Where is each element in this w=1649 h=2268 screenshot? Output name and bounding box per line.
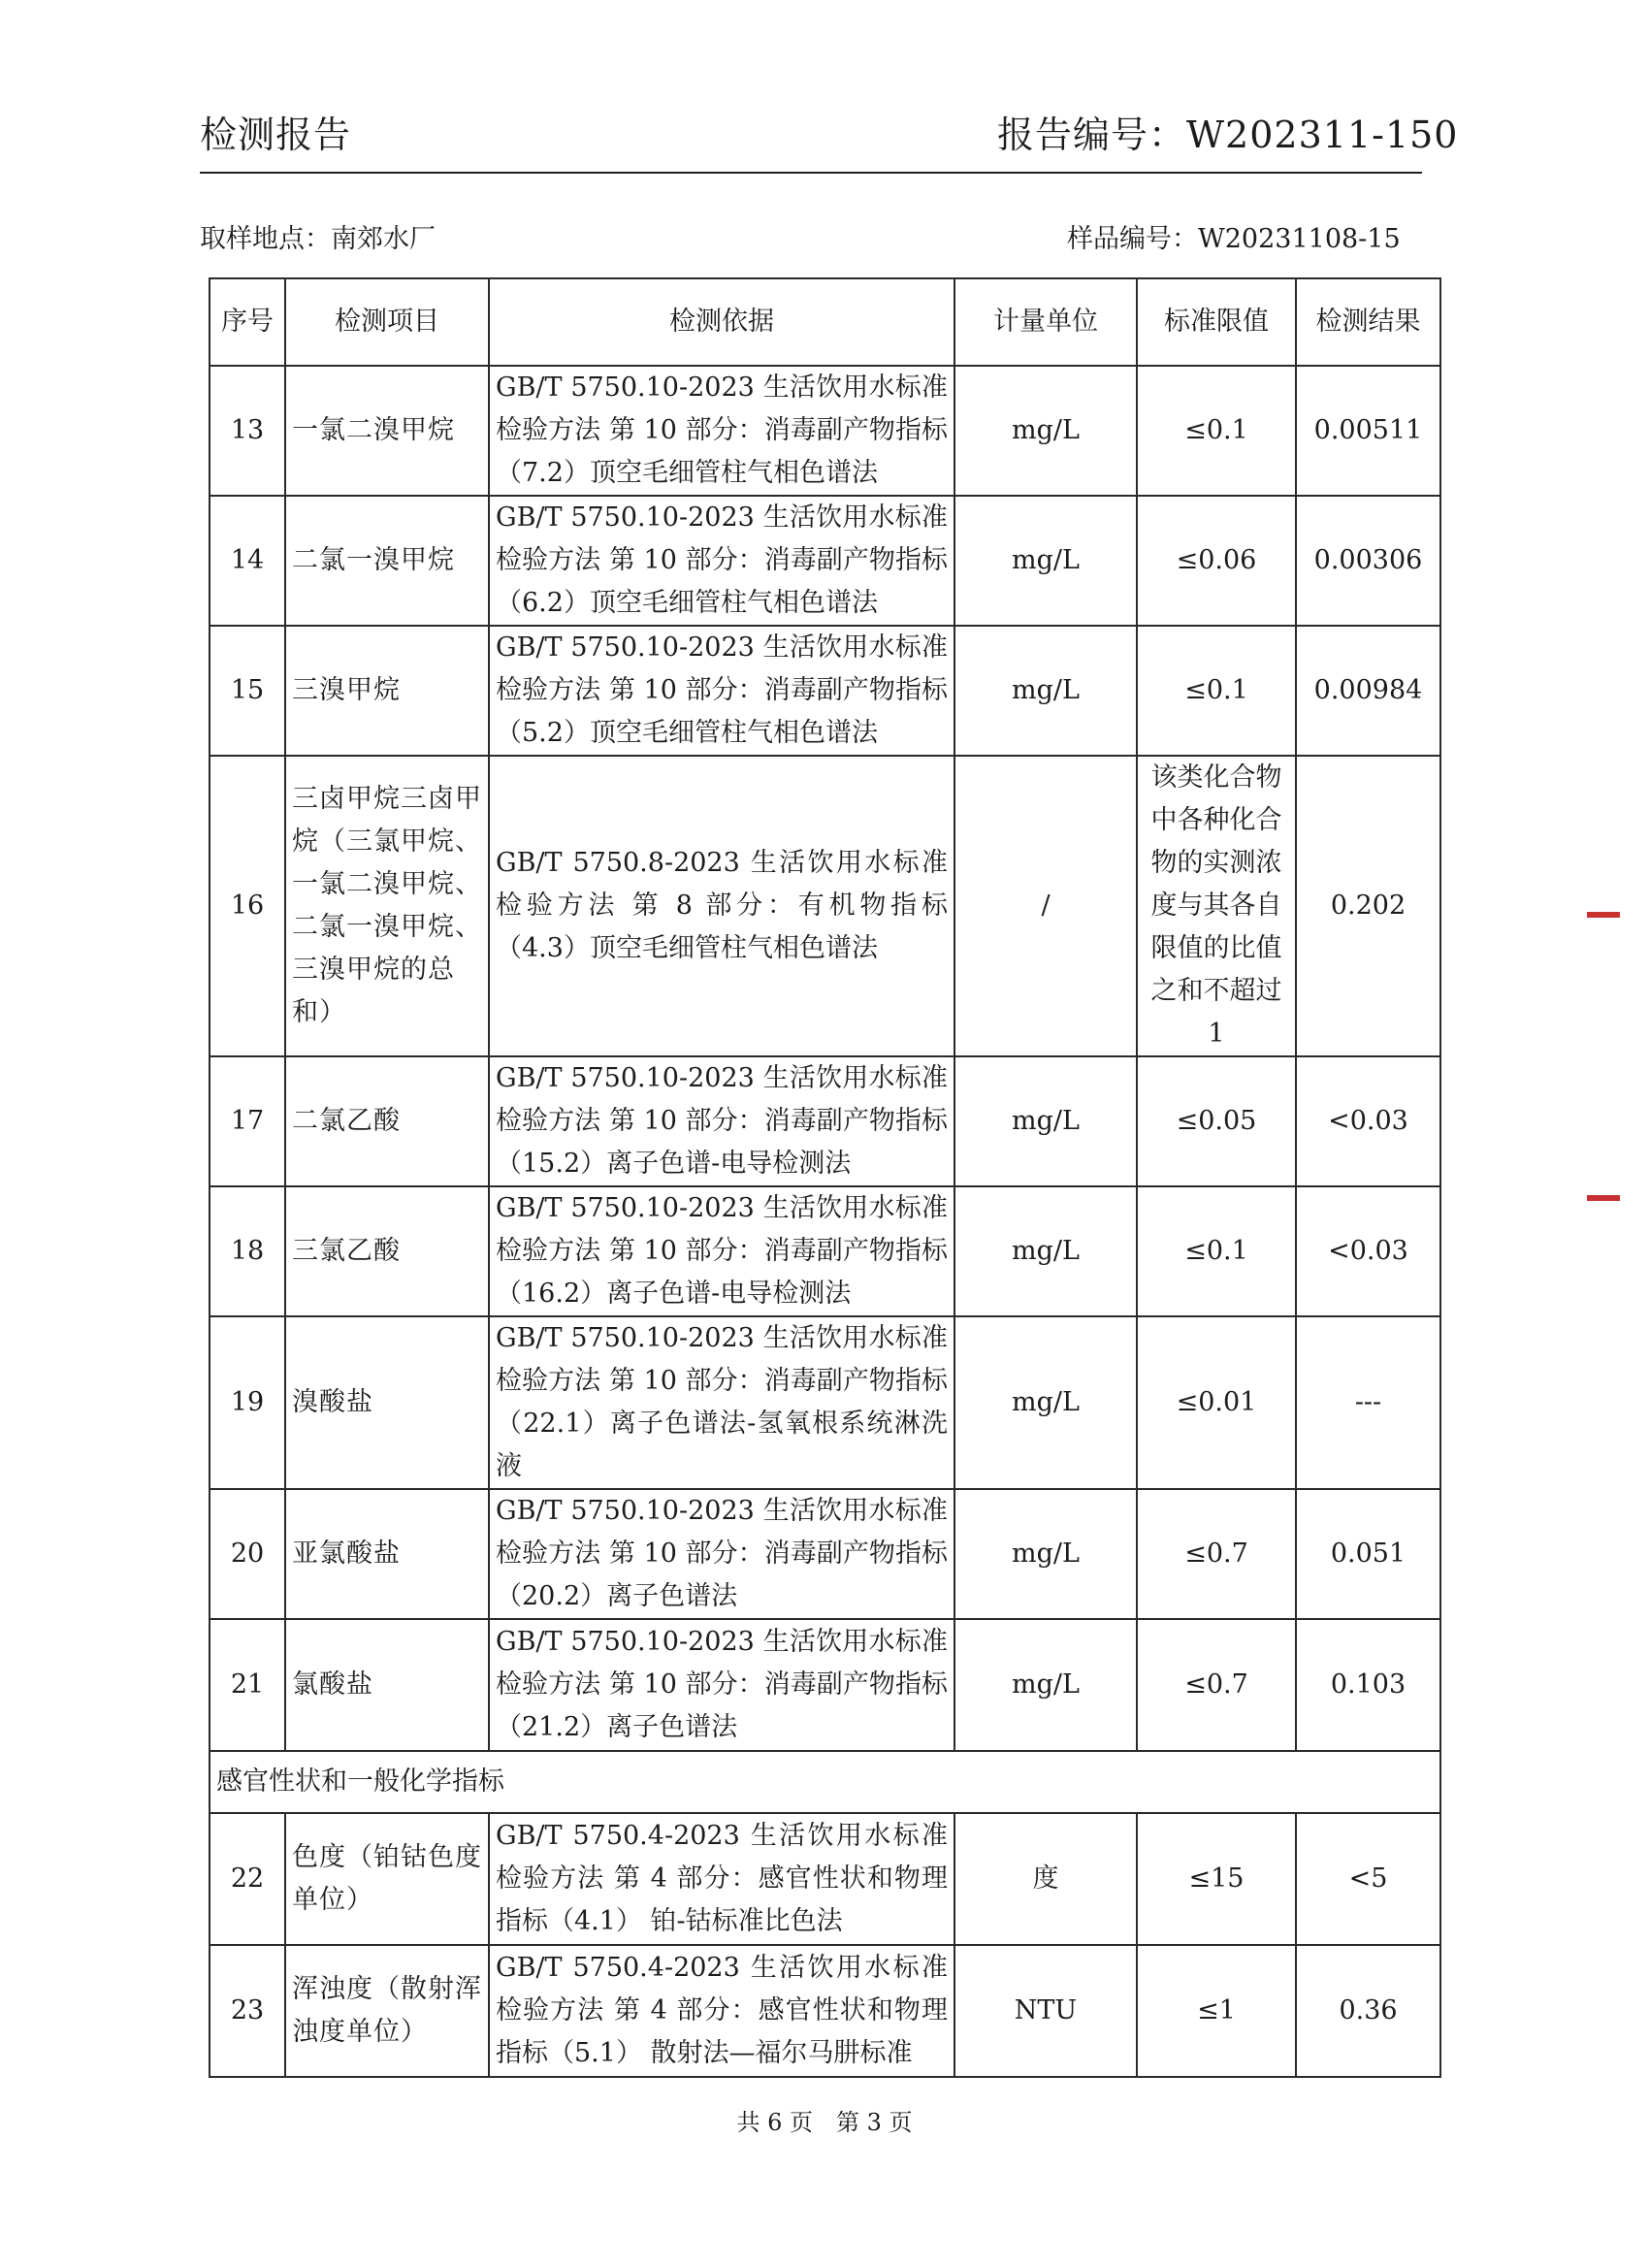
row-result: <0.03 [1296, 1056, 1440, 1186]
report-title: 检测报告 [200, 113, 352, 156]
row-result: 0.00984 [1296, 626, 1440, 756]
row-unit: / [954, 756, 1137, 1056]
row-result: 0.00306 [1296, 496, 1440, 626]
header-divider [200, 172, 1422, 174]
row-item: 色度（铂钴色度单位） [285, 1813, 489, 1945]
row-unit: mg/L [954, 1316, 1137, 1489]
row-unit: mg/L [954, 626, 1137, 756]
row-item: 亚氯酸盐 [285, 1489, 489, 1619]
row-index: 23 [210, 1945, 285, 2077]
row-basis: GB/T 5750.10-2023 生活饮用水标准检验方法 第 10 部分：消毒副产物指标（21.2）离子色谱法 [489, 1619, 954, 1751]
row-limit: ≤0.06 [1137, 496, 1296, 626]
row-index: 21 [210, 1619, 285, 1751]
row-basis: GB/T 5750.10-2023 生活饮用水标准检验方法 第 10 部分：消毒副产物指标（15.2）离子色谱-电导检测法 [489, 1056, 954, 1186]
table-header-row [210, 278, 1440, 366]
row-result: --- [1296, 1316, 1440, 1489]
row-limit: ≤0.1 [1137, 366, 1296, 496]
col-header-result: 检测结果 [1296, 278, 1440, 366]
row-basis: GB/T 5750.10-2023 生活饮用水标准检验方法 第 10 部分：消毒副产物指标（16.2）离子色谱-电导检测法 [489, 1186, 954, 1316]
table-row [210, 1056, 1440, 1186]
row-index: 13 [210, 366, 285, 496]
col-header-unit: 计量单位 [954, 278, 1137, 366]
row-index: 17 [210, 1056, 285, 1186]
col-header-basis: 检测依据 [489, 278, 954, 366]
table-row [210, 1186, 1440, 1316]
row-unit: mg/L [954, 1489, 1137, 1619]
col-header-limit: 标准限值 [1137, 278, 1296, 366]
row-basis: GB/T 5750.10-2023 生活饮用水标准检验方法 第 10 部分：消毒副产物指标（6.2）顶空毛细管柱气相色谱法 [489, 496, 954, 626]
row-limit: ≤0.7 [1137, 1619, 1296, 1751]
table-row [210, 496, 1440, 626]
table-row [210, 366, 1440, 496]
row-result: 0.103 [1296, 1619, 1440, 1751]
row-item: 浑浊度（散射浑浊度单位） [285, 1945, 489, 2077]
row-item: 三氯乙酸 [285, 1186, 489, 1316]
row-basis: GB/T 5750.4-2023 生活饮用水标准检验方法 第 4 部分：感官性状和物理指标（5.1） 散射法—福尔马肼标准 [489, 1945, 954, 2077]
table-row [210, 626, 1440, 756]
row-item: 二氯一溴甲烷 [285, 496, 489, 626]
row-result: 0.00511 [1296, 366, 1440, 496]
row-limit: ≤0.05 [1137, 1056, 1296, 1186]
row-index: 18 [210, 1186, 285, 1316]
row-result: 0.36 [1296, 1945, 1440, 2077]
row-basis: GB/T 5750.10-2023 生活饮用水标准检验方法 第 10 部分：消毒副产物指标（22.1）离子色谱法-氢氧根系统淋洗液 [489, 1316, 954, 1489]
row-basis: GB/T 5750.4-2023 生活饮用水标准检验方法 第 4 部分：感官性状和物理指标（4.1） 铂-钴标准比色法 [489, 1813, 954, 1945]
row-item: 三卤甲烷三卤甲烷（三氯甲烷、一氯二溴甲烷、二氯一溴甲烷、三溴甲烷的总和） [285, 756, 489, 1056]
row-result: 0.051 [1296, 1489, 1440, 1619]
row-unit: mg/L [954, 1186, 1137, 1316]
row-limit: ≤0.1 [1137, 626, 1296, 756]
row-item: 一氯二溴甲烷 [285, 366, 489, 496]
row-limit: ≤0.01 [1137, 1316, 1296, 1489]
results-table [209, 277, 1441, 2078]
row-unit: mg/L [954, 1056, 1137, 1186]
row-limit: ≤1 [1137, 1945, 1296, 2077]
section-label: 感官性状和一般化学指标 [210, 1751, 1440, 1813]
row-unit: mg/L [954, 496, 1137, 626]
row-index: 22 [210, 1813, 285, 1945]
row-index: 15 [210, 626, 285, 756]
row-result: 0.202 [1296, 756, 1440, 1056]
row-result: <0.03 [1296, 1186, 1440, 1316]
row-item: 三溴甲烷 [285, 626, 489, 756]
sampling-site: 取样地点：南郊水厂 [200, 224, 436, 254]
row-unit: mg/L [954, 1619, 1137, 1751]
row-result: <5 [1296, 1813, 1440, 1945]
row-limit: ≤0.7 [1137, 1489, 1296, 1619]
row-limit: ≤0.1 [1137, 1186, 1296, 1316]
table-row [210, 1945, 1440, 2077]
row-unit: NTU [954, 1945, 1137, 2077]
table-row [210, 1489, 1440, 1619]
row-basis: GB/T 5750.10-2023 生活饮用水标准检验方法 第 10 部分：消毒副产物指标（7.2）顶空毛细管柱气相色谱法 [489, 366, 954, 496]
table-row [210, 756, 1440, 1056]
report-number: 报告编号：W202311-150 [997, 113, 1459, 156]
row-basis: GB/T 5750.8-2023 生活饮用水标准检验方法 第 8 部分：有机物指标（4.3）顶空毛细管柱气相色谱法 [489, 756, 954, 1056]
row-item: 氯酸盐 [285, 1619, 489, 1751]
table-row [210, 1813, 1440, 1945]
row-item: 二氯乙酸 [285, 1056, 489, 1186]
row-index: 19 [210, 1316, 285, 1489]
row-basis: GB/T 5750.10-2023 生活饮用水标准检验方法 第 10 部分：消毒副产物指标（20.2）离子色谱法 [489, 1489, 954, 1619]
table-row [210, 1316, 1440, 1489]
row-basis: GB/T 5750.10-2023 生活饮用水标准检验方法 第 10 部分：消毒副产物指标（5.2）顶空毛细管柱气相色谱法 [489, 626, 954, 756]
seal-mark-top [1587, 912, 1620, 918]
row-index: 16 [210, 756, 285, 1056]
row-index: 14 [210, 496, 285, 626]
row-unit: 度 [954, 1813, 1137, 1945]
page-footer: 共 6 页 第 3 页 [736, 2109, 913, 2136]
row-unit: mg/L [954, 366, 1137, 496]
row-limit: ≤15 [1137, 1813, 1296, 1945]
seal-mark-bottom [1587, 1195, 1620, 1201]
sample-number: 样品编号：W20231108-15 [1067, 224, 1401, 254]
row-index: 20 [210, 1489, 285, 1619]
table-row [210, 1619, 1440, 1751]
col-header-item: 检测项目 [285, 278, 489, 366]
row-limit: 该类化合物中各种化合物的实测浓度与其各自限值的比值之和不超过1 [1137, 756, 1296, 1056]
row-item: 溴酸盐 [285, 1316, 489, 1489]
section-header-row [210, 1751, 1440, 1813]
col-header-index: 序号 [210, 278, 285, 366]
